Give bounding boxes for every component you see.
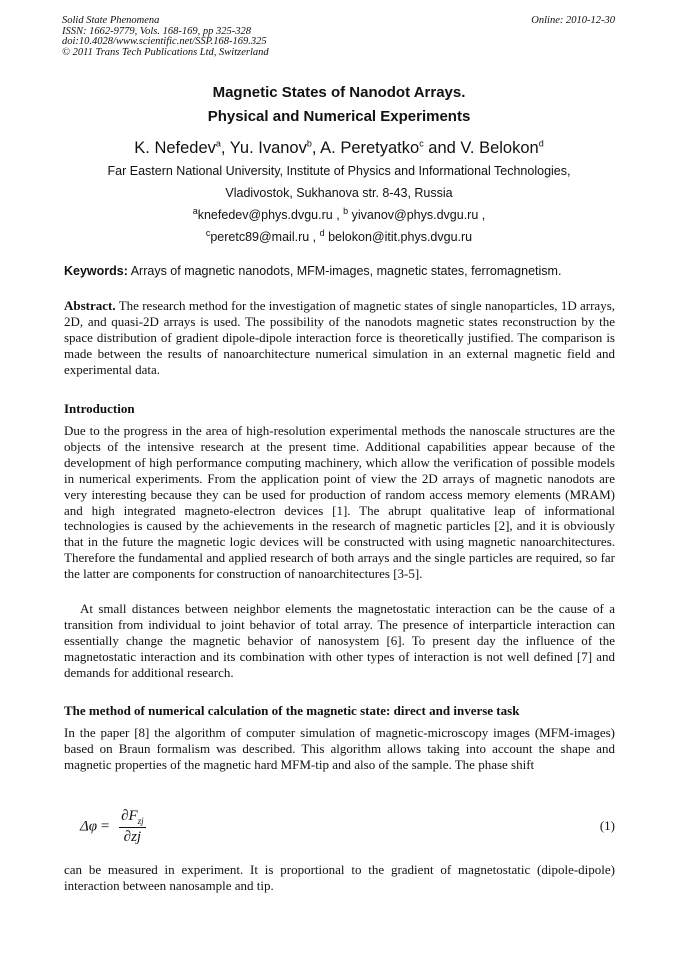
- email-link[interactable]: belokon@itit.phys.dvgu.ru: [328, 230, 473, 244]
- introduction-paragraph-2: At small distances between neighbor elements the magnetostatic interaction can be the cause of a transition from individual to joint behavior of total array. The presence of interparticle interaction can essentially change the magnetic behavior of nanosystem [6]. To present day the influence of the magnetostatic interaction and its combination with other types of interaction is not well defined [7] and demands for additional research.: [64, 601, 615, 680]
- section-heading-method: The method of numerical calculation of the magnetic state: direct and inverse task: [64, 703, 520, 718]
- email-link[interactable]: yivanov@phys.dvgu.ru: [351, 208, 479, 222]
- abstract-label: Abstract.: [64, 298, 116, 313]
- doi-line: doi:10.4028/www.scientific.net/SSP.168-169.325: [62, 36, 267, 48]
- equation-fraction: $\frac{\partial F_{zj}}{\partial zj}$: [121, 808, 144, 845]
- online-date: Online: 2010-12-30: [531, 15, 615, 26]
- author-name: A. Peretyatko: [320, 139, 420, 157]
- abstract: [64, 298, 615, 378]
- abstract-text: The research method for the investigation of magnetic states of single nanoparticles, 1D arrays, 2D, and quasi-2D arrays is used. The possibility of the nanodots magnetic states reconstruction by the space distribution of gradient dipole-dipole interaction force is theoretically justified. The comparison is made between the results of nanoarchitecture numerical simulation in an external magnetic field and experimental data.: [64, 298, 616, 377]
- author-name: Yu. Ivanov: [229, 139, 307, 157]
- email-line-1: $^a$knefedev@phys.dvgu.ru , $^b$ yivanov@phys.dvgu.ru ,: [192, 205, 486, 222]
- copyright-line: © 2011 Trans Tech Publications Ltd, Switzerland: [62, 46, 269, 58]
- keywords: [64, 264, 616, 278]
- paper-title-line-2: Physical and Numerical Experiments: [207, 108, 471, 125]
- journal-name: Solid State Phenomena: [62, 15, 160, 26]
- method-paragraph-1: In the paper [8] the algorithm of computer simulation of magnetic-microscopy images (MFM-images) based on Braun formalism was described. This algorithm allows taking into account the shape and magnetic properties of the magnetic hard MFM-tip and also of the sample. The phase shift: [64, 725, 615, 772]
- author-mark: d: [538, 138, 544, 149]
- author-name: V. Belokon: [460, 139, 539, 157]
- keywords-text: Arrays of magnetic nanodots, MFM-images, magnetic states, ferromagnetism.: [130, 264, 562, 278]
- author-mark: a: [215, 138, 221, 149]
- email-link[interactable]: knefedev@phys.dvgu.ru: [197, 208, 333, 222]
- paper-title-line-1: Magnetic States of Nanodot Arrays.: [212, 84, 466, 101]
- issn-line: ISSN: 1662-9779, Vols. 168-169, pp 325-328: [62, 25, 251, 37]
- equation-lhs: Δφ: [80, 818, 98, 835]
- author-mark: b: [306, 138, 312, 149]
- equation-1: Δφ = $\frac{\partial F_{zj}}{\partial zj}$: [80, 808, 144, 845]
- method-paragraph-2: can be measured in experiment. It is proportional to the gradient of magnetostatic (dipole-dipole) interaction between nanosample and tip.: [64, 862, 615, 893]
- email-line-2: $^c$peretc89@mail.ru , $^d$ belokon@itit.phys.dvgu.ru: [205, 227, 473, 244]
- affiliation-line-1: Far Eastern National University, Institute of Physics and Informational Technologies,: [107, 164, 571, 178]
- journal-header: [62, 16, 615, 58]
- authors: K. Nefedev$^a$, Yu. Ivanov$^b$, A. Peretyatko$^c$ and V. Belokon$^d$: [134, 138, 544, 157]
- equation-number: (1): [599, 818, 615, 833]
- author-mark: c: [419, 138, 424, 149]
- section-heading-introduction: Introduction: [64, 401, 135, 416]
- email-link[interactable]: peretc89@mail.ru: [210, 230, 310, 244]
- introduction-paragraph-1: Due to the progress in the area of high-resolution experimental methods the nanoscale structures are the objects of the intensive research at the present time. Additional capabilities appear because of the development of high performance computing machinery, which allow the verification of possible models in numerical experiments. From the application point of view the 2D arrays of magnetic nanodots are very interesting because they can be used for production of random access memory elements (MRAM) and high integrated magneto-electron devices [1]. The abrupt qualitative leap of informational technologies is caused by the achievements in the research of magnetic particles [2], and it is obviously that in the future the magnetic logic devices will be constructed with using magnetic nanoarchitectures. Therefore the fundamental and applied research of both arrays and the single particles are required, so far the latter are components for construction of nanoarchitectures [3-5].: [64, 423, 615, 582]
- author-name: K. Nefedev: [134, 139, 216, 157]
- keywords-label: Keywords:: [64, 264, 128, 278]
- affiliation-line-2: Vladivostok, Sukhanova str. 8-43, Russia: [225, 186, 453, 200]
